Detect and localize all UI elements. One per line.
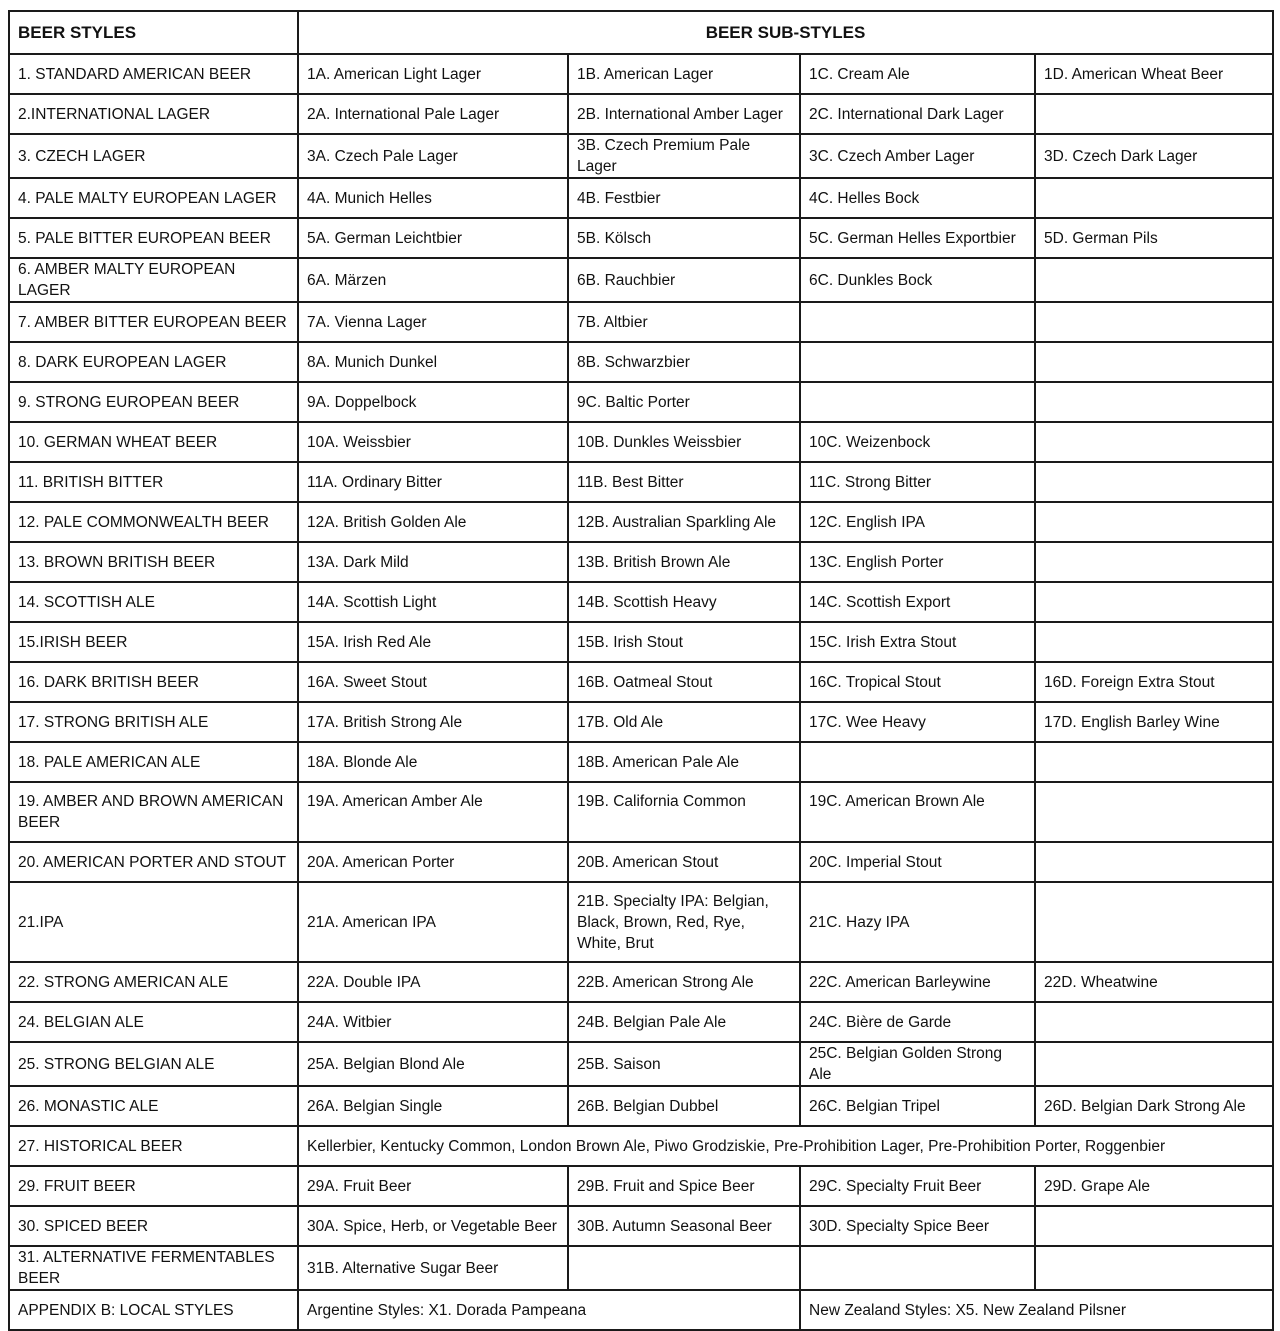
beer-style-cell: 7. AMBER BITTER EUROPEAN BEER (9, 302, 298, 342)
empty-cell (1035, 842, 1273, 882)
substyle-cell: 9C. Baltic Porter (568, 382, 800, 422)
empty-cell (568, 1246, 800, 1290)
historical-substyles-cell: Kellerbier, Kentucky Common, London Brown Ale, Piwo Grodziskie, Pre-Prohibition Lager, Pre-Prohibition Porter, Roggenbier (298, 1126, 1273, 1166)
substyle-cell: 22C. American Barleywine (800, 962, 1035, 1002)
substyle-cell: 29C. Specialty Fruit Beer (800, 1166, 1035, 1206)
substyle-cell: 6C. Dunkles Bock (800, 258, 1035, 302)
substyle-cell: 17C. Wee Heavy (800, 702, 1035, 742)
substyle-cell: 1B. American Lager (568, 54, 800, 94)
beer-style-cell: 24. BELGIAN ALE (9, 1002, 298, 1042)
substyle-cell: 16C. Tropical Stout (800, 662, 1035, 702)
substyle-cell: 11B. Best Bitter (568, 462, 800, 502)
beer-style-cell: 22. STRONG AMERICAN ALE (9, 962, 298, 1002)
empty-cell (800, 342, 1035, 382)
substyle-cell: 26C. Belgian Tripel (800, 1086, 1035, 1126)
beer-style-cell: 27. HISTORICAL BEER (9, 1126, 298, 1166)
substyle-cell: 2A. International Pale Lager (298, 94, 568, 134)
beer-style-cell: 2.INTERNATIONAL LAGER (9, 94, 298, 134)
table-row (9, 702, 1273, 742)
beer-style-cell: 19. AMBER AND BROWN AMERICAN BEER (9, 782, 298, 842)
empty-cell (1035, 622, 1273, 662)
substyle-cell: 3B. Czech Premium Pale Lager (568, 134, 800, 178)
empty-cell (800, 382, 1035, 422)
empty-cell (1035, 742, 1273, 782)
substyle-cell: 26A. Belgian Single (298, 1086, 568, 1126)
table-row (9, 582, 1273, 622)
substyle-cell: 14B. Scottish Heavy (568, 582, 800, 622)
beer-style-cell: 1. STANDARD AMERICAN BEER (9, 54, 298, 94)
table-row (9, 1126, 1273, 1166)
empty-cell (1035, 1002, 1273, 1042)
substyle-cell: 29B. Fruit and Spice Beer (568, 1166, 800, 1206)
substyle-cell: 15C. Irish Extra Stout (800, 622, 1035, 662)
empty-cell (800, 742, 1035, 782)
table-row (9, 1290, 1273, 1330)
substyle-cell: 22D. Wheatwine (1035, 962, 1273, 1002)
beer-style-cell: 3. CZECH LAGER (9, 134, 298, 178)
beer-style-cell: 13. BROWN BRITISH BEER (9, 542, 298, 582)
substyle-cell: 25A. Belgian Blond Ale (298, 1042, 568, 1086)
table-row (9, 502, 1273, 542)
substyle-cell: 14C. Scottish Export (800, 582, 1035, 622)
substyle-cell: 24A. Witbier (298, 1002, 568, 1042)
table-row (9, 742, 1273, 782)
empty-cell (800, 1246, 1035, 1290)
beer-style-cell: 20. AMERICAN PORTER AND STOUT (9, 842, 298, 882)
beer-substyles-header: BEER SUB-STYLES (298, 11, 1273, 54)
empty-cell (1035, 462, 1273, 502)
substyle-cell: 6A. Märzen (298, 258, 568, 302)
table-row (9, 842, 1273, 882)
table-row (9, 962, 1273, 1002)
empty-cell (1035, 1042, 1273, 1086)
table-row (9, 542, 1273, 582)
substyle-cell: 10C. Weizenbock (800, 422, 1035, 462)
substyle-cell: 1A. American Light Lager (298, 54, 568, 94)
table-row (9, 622, 1273, 662)
table-row (9, 1086, 1273, 1126)
empty-cell (1035, 542, 1273, 582)
substyle-cell: 18B. American Pale Ale (568, 742, 800, 782)
table-row (9, 1246, 1273, 1290)
substyle-cell: 25C. Belgian Golden Strong Ale (800, 1042, 1035, 1086)
substyle-cell: 3D. Czech Dark Lager (1035, 134, 1273, 178)
beer-style-cell: 29. FRUIT BEER (9, 1166, 298, 1206)
substyle-cell: 31B. Alternative Sugar Beer (298, 1246, 568, 1290)
new-zealand-styles-cell: New Zealand Styles: X5. New Zealand Pilsner (800, 1290, 1273, 1330)
table-row (9, 178, 1273, 218)
substyle-cell: 13A. Dark Mild (298, 542, 568, 582)
substyle-cell: 20B. American Stout (568, 842, 800, 882)
substyle-cell: 1C. Cream Ale (800, 54, 1035, 94)
substyle-cell: 13C. English Porter (800, 542, 1035, 582)
table-row (9, 1002, 1273, 1042)
substyle-cell: 19B. California Common (568, 782, 800, 842)
beer-styles-table (8, 10, 1274, 1331)
table-row (9, 134, 1273, 178)
substyle-cell: 26B. Belgian Dubbel (568, 1086, 800, 1126)
substyle-cell: 13B. British Brown Ale (568, 542, 800, 582)
beer-style-cell: 30. SPICED BEER (9, 1206, 298, 1246)
empty-cell (1035, 782, 1273, 842)
beer-style-cell: APPENDIX B: LOCAL STYLES (9, 1290, 298, 1330)
table-row (9, 302, 1273, 342)
table-row (9, 662, 1273, 702)
empty-cell (1035, 302, 1273, 342)
substyle-cell: 5C. German Helles Exportbier (800, 218, 1035, 258)
table-row (9, 94, 1273, 134)
substyle-cell: 5D. German Pils (1035, 218, 1273, 258)
table-row (9, 342, 1273, 382)
substyle-cell: 17D. English Barley Wine (1035, 702, 1273, 742)
substyle-cell: 20C. Imperial Stout (800, 842, 1035, 882)
substyle-cell: 3A. Czech Pale Lager (298, 134, 568, 178)
empty-cell (800, 302, 1035, 342)
beer-style-cell: 9. STRONG EUROPEAN BEER (9, 382, 298, 422)
header-row (9, 11, 1273, 54)
empty-cell (1035, 1246, 1273, 1290)
substyle-cell: 16B. Oatmeal Stout (568, 662, 800, 702)
substyle-cell: 24B. Belgian Pale Ale (568, 1002, 800, 1042)
substyle-cell: 11A. Ordinary Bitter (298, 462, 568, 502)
substyle-cell: 1D. American Wheat Beer (1035, 54, 1273, 94)
empty-cell (1035, 1206, 1273, 1246)
table-row (9, 54, 1273, 94)
beer-style-cell: 5. PALE BITTER EUROPEAN BEER (9, 218, 298, 258)
substyle-cell: 14A. Scottish Light (298, 582, 568, 622)
substyle-cell: 16A. Sweet Stout (298, 662, 568, 702)
substyle-cell: 10B. Dunkles Weissbier (568, 422, 800, 462)
table-row (9, 782, 1273, 842)
empty-cell (1035, 342, 1273, 382)
substyle-cell: 24C. Bière de Garde (800, 1002, 1035, 1042)
beer-style-cell: 16. DARK BRITISH BEER (9, 662, 298, 702)
substyle-cell: 7B. Altbier (568, 302, 800, 342)
substyle-cell: 16D. Foreign Extra Stout (1035, 662, 1273, 702)
empty-cell (1035, 258, 1273, 302)
substyle-cell: 30A. Spice, Herb, or Vegetable Beer (298, 1206, 568, 1246)
substyle-cell: 4B. Festbier (568, 178, 800, 218)
empty-cell (1035, 422, 1273, 462)
substyle-cell: 21B. Specialty IPA: Belgian, Black, Brown, Red, Rye, White, Brut (568, 882, 800, 962)
substyle-cell: 10A. Weissbier (298, 422, 568, 462)
substyle-cell: 22A. Double IPA (298, 962, 568, 1002)
substyle-cell: 8A. Munich Dunkel (298, 342, 568, 382)
table-row (9, 1206, 1273, 1246)
empty-cell (1035, 882, 1273, 962)
substyle-cell: 20A. American Porter (298, 842, 568, 882)
beer-styles-header: BEER STYLES (9, 11, 298, 54)
substyle-cell: 15B. Irish Stout (568, 622, 800, 662)
table-row (9, 1042, 1273, 1086)
substyle-cell: 29D. Grape Ale (1035, 1166, 1273, 1206)
substyle-cell: 12A. British Golden Ale (298, 502, 568, 542)
beer-style-cell: 26. MONASTIC ALE (9, 1086, 298, 1126)
substyle-cell: 11C. Strong Bitter (800, 462, 1035, 502)
substyle-cell: 26D. Belgian Dark Strong Ale (1035, 1086, 1273, 1126)
beer-style-cell: 14. SCOTTISH ALE (9, 582, 298, 622)
substyle-cell: 19A. American Amber Ale (298, 782, 568, 842)
substyle-cell: 4A. Munich Helles (298, 178, 568, 218)
substyle-cell: 21C. Hazy IPA (800, 882, 1035, 962)
substyle-cell: 2B. International Amber Lager (568, 94, 800, 134)
substyle-cell: 2C. International Dark Lager (800, 94, 1035, 134)
substyle-cell: 7A. Vienna Lager (298, 302, 568, 342)
substyle-cell: 25B. Saison (568, 1042, 800, 1086)
substyle-cell: 9A. Doppelbock (298, 382, 568, 422)
beer-style-cell: 8. DARK EUROPEAN LAGER (9, 342, 298, 382)
substyle-cell: 19C. American Brown Ale (800, 782, 1035, 842)
beer-style-cell: 4. PALE MALTY EUROPEAN LAGER (9, 178, 298, 218)
beer-style-cell: 21.IPA (9, 882, 298, 962)
empty-cell (1035, 502, 1273, 542)
table-row (9, 882, 1273, 962)
substyle-cell: 12B. Australian Sparkling Ale (568, 502, 800, 542)
substyle-cell: 30B. Autumn Seasonal Beer (568, 1206, 800, 1246)
beer-style-cell: 10. GERMAN WHEAT BEER (9, 422, 298, 462)
beer-style-cell: 31. ALTERNATIVE FERMENTABLES BEER (9, 1246, 298, 1290)
beer-style-cell: 25. STRONG BELGIAN ALE (9, 1042, 298, 1086)
argentine-styles-cell: Argentine Styles: X1. Dorada Pampeana (298, 1290, 800, 1330)
substyle-cell: 30D. Specialty Spice Beer (800, 1206, 1035, 1246)
table-row (9, 422, 1273, 462)
substyle-cell: 6B. Rauchbier (568, 258, 800, 302)
table-row (9, 258, 1273, 302)
substyle-cell: 17A. British Strong Ale (298, 702, 568, 742)
substyle-cell: 5B. Kölsch (568, 218, 800, 258)
substyle-cell: 3C. Czech Amber Lager (800, 134, 1035, 178)
substyle-cell: 21A. American IPA (298, 882, 568, 962)
substyle-cell: 5A. German Leichtbier (298, 218, 568, 258)
substyle-cell: 17B. Old Ale (568, 702, 800, 742)
substyle-cell: 18A. Blonde Ale (298, 742, 568, 782)
table-row (9, 1166, 1273, 1206)
beer-style-cell: 6. AMBER MALTY EUROPEAN LAGER (9, 258, 298, 302)
substyle-cell: 29A. Fruit Beer (298, 1166, 568, 1206)
beer-style-cell: 11. BRITISH BITTER (9, 462, 298, 502)
beer-style-cell: 12. PALE COMMONWEALTH BEER (9, 502, 298, 542)
substyle-cell: 8B. Schwarzbier (568, 342, 800, 382)
empty-cell (1035, 178, 1273, 218)
empty-cell (1035, 582, 1273, 622)
substyle-cell: 12C. English IPA (800, 502, 1035, 542)
beer-style-cell: 15.IRISH BEER (9, 622, 298, 662)
table-row (9, 218, 1273, 258)
table-row (9, 462, 1273, 502)
substyle-cell: 4C. Helles Bock (800, 178, 1035, 218)
substyle-cell: 15A. Irish Red Ale (298, 622, 568, 662)
beer-style-cell: 17. STRONG BRITISH ALE (9, 702, 298, 742)
table-row (9, 382, 1273, 422)
empty-cell (1035, 382, 1273, 422)
empty-cell (1035, 94, 1273, 134)
beer-style-cell: 18. PALE AMERICAN ALE (9, 742, 298, 782)
substyle-cell: 22B. American Strong Ale (568, 962, 800, 1002)
